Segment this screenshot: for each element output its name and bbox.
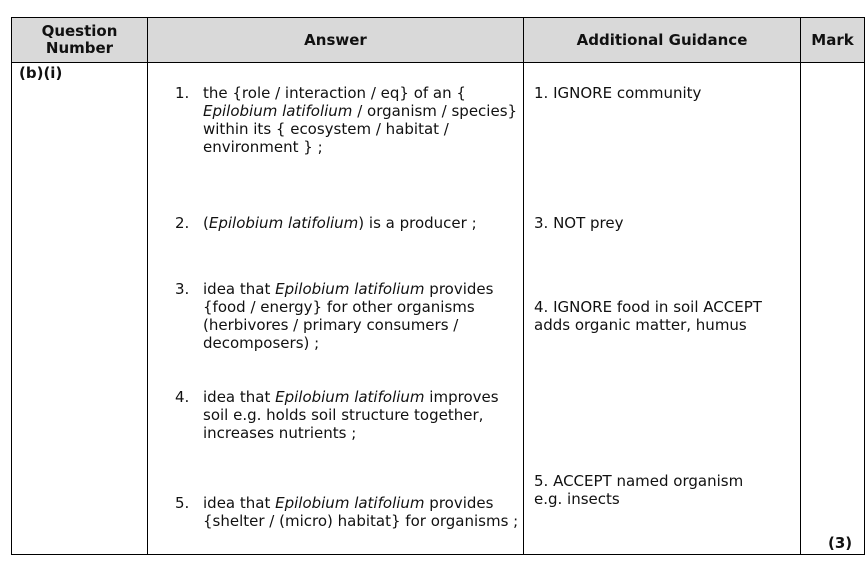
header-additional-guidance: Additional Guidance — [524, 18, 800, 62]
answer-item-4: 4. idea that Epilobium latifolium improves soil e.g. holds soil structure together, increases nutrients ; — [175, 388, 499, 442]
mark-value: (3) — [828, 534, 853, 552]
guidance-3: 3. NOT prey — [534, 214, 624, 232]
answer-number: 3. — [175, 280, 190, 298]
answer-item-1: 1. the {role / interaction / eq} of an { Epilobium latifolium / organism / species} within its { ecosystem / habitat / environment } ; — [175, 84, 518, 156]
answer-item-2: 2. (Epilobium latifolium) is a producer ; — [175, 214, 477, 232]
header-question-number: Question Number — [12, 18, 147, 62]
answer-number: 2. — [175, 214, 190, 232]
answer-number: 5. — [175, 494, 190, 512]
guidance-1: 1. IGNORE community — [534, 84, 702, 102]
column-divider — [800, 18, 801, 554]
answer-item-5: 5. idea that Epilobium latifolium provides {shelter / (micro) habitat} for organisms ; — [175, 494, 519, 530]
guidance-5: 5. ACCEPT named organism e.g. insects — [534, 472, 744, 508]
header-answer: Answer — [148, 18, 523, 62]
column-divider — [523, 18, 524, 554]
guidance-4: 4. IGNORE food in soil ACCEPT adds organic matter, humus — [534, 298, 762, 334]
mark-scheme-table — [11, 17, 865, 555]
answer-number: 1. — [175, 84, 190, 102]
header-mark: Mark — [801, 18, 864, 62]
column-divider — [147, 18, 148, 554]
answer-item-3: 3. idea that Epilobium latifolium provides {food / energy} for other organisms (herbivores / primary consumers / decomposers) ; — [175, 280, 494, 352]
question-number: (b)(i) — [19, 64, 63, 82]
answer-number: 4. — [175, 388, 190, 406]
header-divider — [12, 62, 864, 63]
